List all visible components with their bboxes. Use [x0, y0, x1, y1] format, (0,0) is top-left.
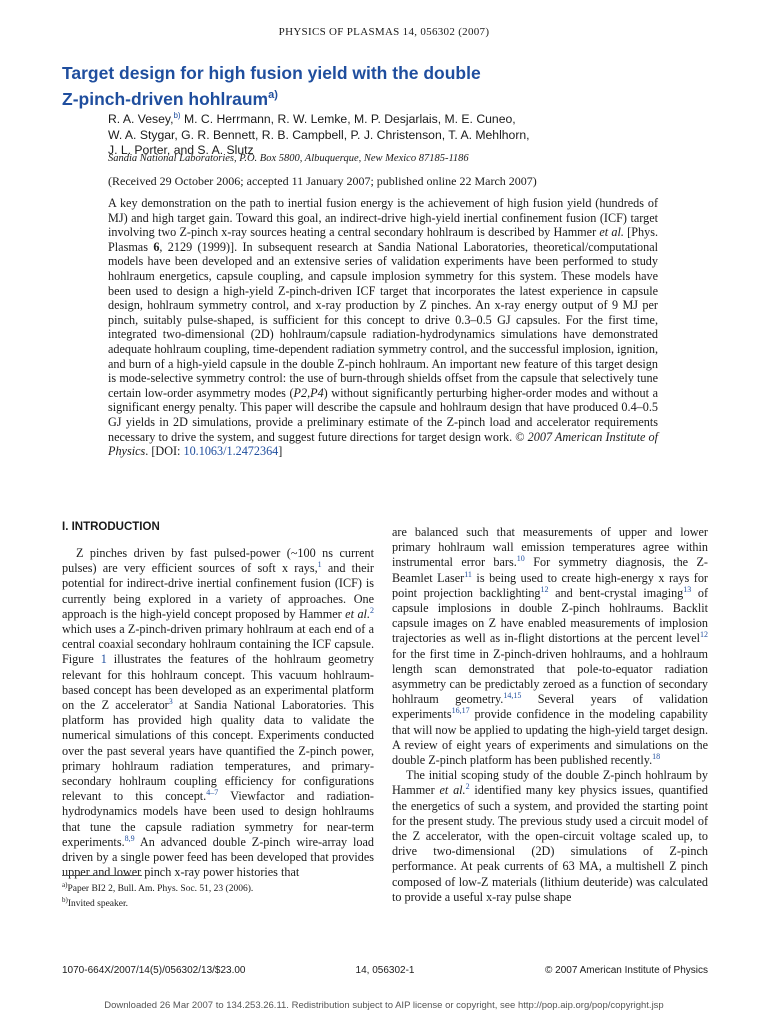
left-column [62, 546, 375, 880]
affiliation: Sandia National Laboratories, P.O. Box 5800, Albuquerque, New Mexico 87185-1186 [108, 153, 469, 164]
download-notice: Downloaded 26 Mar 2007 to 134.253.26.11. Redistribution subject to AIP license or copyright, see http://pop.aip.org/pop/copyright.jsp [104, 1000, 664, 1011]
citation-link[interactable]: 12 [540, 584, 549, 594]
citation-link[interactable]: 16,17 [451, 706, 470, 716]
footnote-b: $^{b)}$Invited speaker. [62, 896, 128, 910]
citation-link[interactable]: 2 [370, 605, 374, 615]
author-first: R. A. Vesey, [108, 112, 174, 127]
abstract-doi-prefix: . [DOI: [145, 444, 184, 459]
citation-link[interactable]: 2 [465, 782, 470, 792]
intro-paragraph-2: The initial scoping study of the double Z-pinch hohlraum by Hammer et al.$^2$ identified many key physics issues, quantified the energetics of such a system, and provided the starting point for the present study. The previous study used a circuit model of the Z accelerator, with the open-circuit voltage scaled up, to drive two-dimensional (2D) simulations of Z-pinch performance. At peak currents of 63 MA, a multishell Z pinch composed of low-Z materials (lithium deuteride) was calculated to provide a useful x-ray pulse shape [392, 768, 708, 904]
issn-code: 1070-664X/2007/14(5)/056302/13/$23.00 [62, 965, 246, 976]
abstract-text-2: [Phys. Plasmas [108, 225, 658, 254]
citation-link[interactable]: 4–7 [206, 788, 219, 798]
abstract-copyright: 2007 American Institute of Physics [108, 429, 658, 459]
citation-link[interactable]: 10 [516, 554, 525, 564]
author-list [108, 108, 708, 159]
citation-link[interactable]: 14,15 [503, 691, 522, 701]
citation-link[interactable]: 11 [464, 569, 472, 579]
page-footer [62, 965, 708, 979]
right-column [392, 525, 708, 955]
abstract-modes: P2,P4 [293, 385, 324, 400]
title-line-1: Target design for high fusion yield with the double [62, 63, 481, 83]
author-line-1-rest: M. C. Herrmann, R. W. Lemke, M. P. Desjarlais, M. E. Cuneo, [180, 112, 516, 127]
footnote-divider [62, 875, 142, 876]
abstract-etal: et al. [599, 225, 624, 240]
citation-link[interactable]: 13 [683, 584, 692, 594]
author-line-3: J. L. Porter, and S. A. Slutz [108, 143, 254, 158]
author-line-2: W. A. Stygar, G. R. Bennett, R. B. Campbell, P. J. Christenson, T. A. Mehlhorn, [108, 127, 530, 142]
abstract-text-3: , 2129 (1999)]. In subsequent research at Sandia National Laboratories, theoretical/computational models have been developed and an extensive series of validation experiments have been performed to study hohlraum energetics, capsule coupling, and capsule implosion symmetry for this system. These models have been used to design a high-yield Z-pinch-driven ICF target that incorporates the latest experience in capsule design, hohlraum symmetry control, and x-ray production by Z pinches. An x-ray energy output of 9 MJ per pinch, suitably pulse-shaped, is sufficient for this concept to drive 0.3–0.5 GJ capsules. For the first time, integrated two-dimensional (2D) hohlraum/capsule radiation-hydrodynamics simulations have demonstrated adequate hohlraum coupling, time-dependent radiation symmetry control, and the successful implosion, ignition, and burn of a high-yield capsule in the double Z-pinch hohlraum. An important new feature of this target design is mode-selective symmetry control: the use of burn-through shields offset from the capsule that selectively tune certain low-order asymmetry modes ( [108, 239, 659, 400]
figure-link[interactable]: 1 [100, 652, 107, 667]
abstract-volume: 6 [153, 239, 160, 254]
author-footnote-mark[interactable]: b) [173, 111, 181, 120]
intro-paragraph-1-continued: are balanced such that measurements of upper and lower primary hohlraum wall emission temperatures agree within instrumental error bars.$^{10}$ For symmetry diagnosis, the Z-Beamlet Laser$^{11}$ is being used to create high-energy x rays for point projection backlighting$^{12}$ and bent-crystal imaging$^{13}$ of capsule implosions in double Z-pinch hohlraums. Backlit capsule images on Z have enabled measurements of implosion trajectories as well as in-flight distortions at the percent level$^{12}$ for the first time in Z-pinch-driven hohlraums, and a hohlraum length scan demonstrated that pole-to-equator radiation asymmetry can be predictably zeroed as a function of secondary hohlraum geometry.$^{14,15}$ Several years of validation experiments$^{16,17}$ provide confidence in the modeling capability that will now be applied to updating the high-yield target design. A review of eight years of experiments and simulations on the double Z-pinch platform has been published recently.$^{18}$ [392, 525, 708, 768]
paper-title [62, 62, 622, 110]
citation-link[interactable]: 1 [317, 560, 322, 570]
page-number: 14, 056302-1 [355, 965, 415, 976]
footnotes [62, 880, 374, 910]
citation-link[interactable]: 3 [168, 696, 173, 706]
doi-link[interactable]: 10.1063/1.2472364 [183, 444, 279, 459]
section-heading: I. INTRODUCTION [62, 521, 160, 533]
citation-link[interactable]: 18 [652, 751, 661, 761]
abstract-text-1: A key demonstration on the path to inertial fusion energy is the achievement of high fusion yield (hundreds of MJ) and high target gain. Toward this goal, an indirect-drive high-yield inertial confinement fusion (ICF) target involving two Z-pinch x-ray sources heating a central secondary hohlraum is described by Hammer [108, 196, 658, 240]
citation-link[interactable]: 8,9 [124, 833, 135, 843]
title-footnote-mark[interactable]: a) [268, 89, 278, 101]
footer-copyright: © 2007 American Institute of Physics [544, 965, 708, 976]
citation-link[interactable]: 12 [700, 630, 708, 640]
footnote-a: $^{a)}$Paper BI2 2, Bull. Am. Phys. Soc. 51, 23 (2006). [62, 881, 254, 895]
abstract-text-4: ) without significantly perturbing higher-order modes and without a significant energy penalty. This paper will describe the capsule and hohlraum design that have produced 0.4–0.5 GJ yields in 2D simulations, provide a preliminary estimate of the Z-pinch load and accelerator requirements necessary to drive the system, and suggest future directions for target design work. © [108, 385, 658, 444]
received-dates: (Received 29 October 2006; accepted 11 January 2007; published online 22 March 2007) [108, 174, 537, 188]
abstract [108, 196, 658, 459]
abstract-doi-suffix: ] [278, 444, 283, 459]
journal-header: PHYSICS OF PLASMAS 14, 056302 (2007) [278, 26, 490, 38]
intro-paragraph-1: Z pinches driven by fast pulsed-power (~100 ns current pulses) are very efficient sources of soft x rays,$^1$ and their potential for indirect-drive inertial confinement fusion (ICF) is currently being explored in a variety of approaches. One approach is the high-yield concept proposed by Hammer et al.$^2$ which uses a Z-pinch-driven primary hohlraum at each end of a central coaxial secondary hohlraum containing the ICF capsule. Figure 1 illustrates the features of the hohlraum geometry relevant for this hohlraum concept. This vacuum hohlraum-based concept has been developed as an experimental platform on the Z accelerator$^3$ at Sandia National Laboratories. This platform has provided high quality data to validate the numerical simulations of this concept. Experiments conducted over the past several years have quantified the Z-pinch power, primary hohlraum radiation temperatures, and primary-secondary hohlraum coupling efficiency for configurations relevant to this concept.$^{4-7}$ Viewfactor and radiation-hydrodynamics models have been used to design hohlraums that tune the capsule radiation symmetry for near-term experiments.$^{8,9}$ An advanced double Z-pinch wire-array load driven by a single power feed has been developed that provides upper and lower pinch x-ray power histories that [62, 546, 375, 880]
title-line-2: Z-pinch-driven hohlraum [62, 88, 269, 109]
